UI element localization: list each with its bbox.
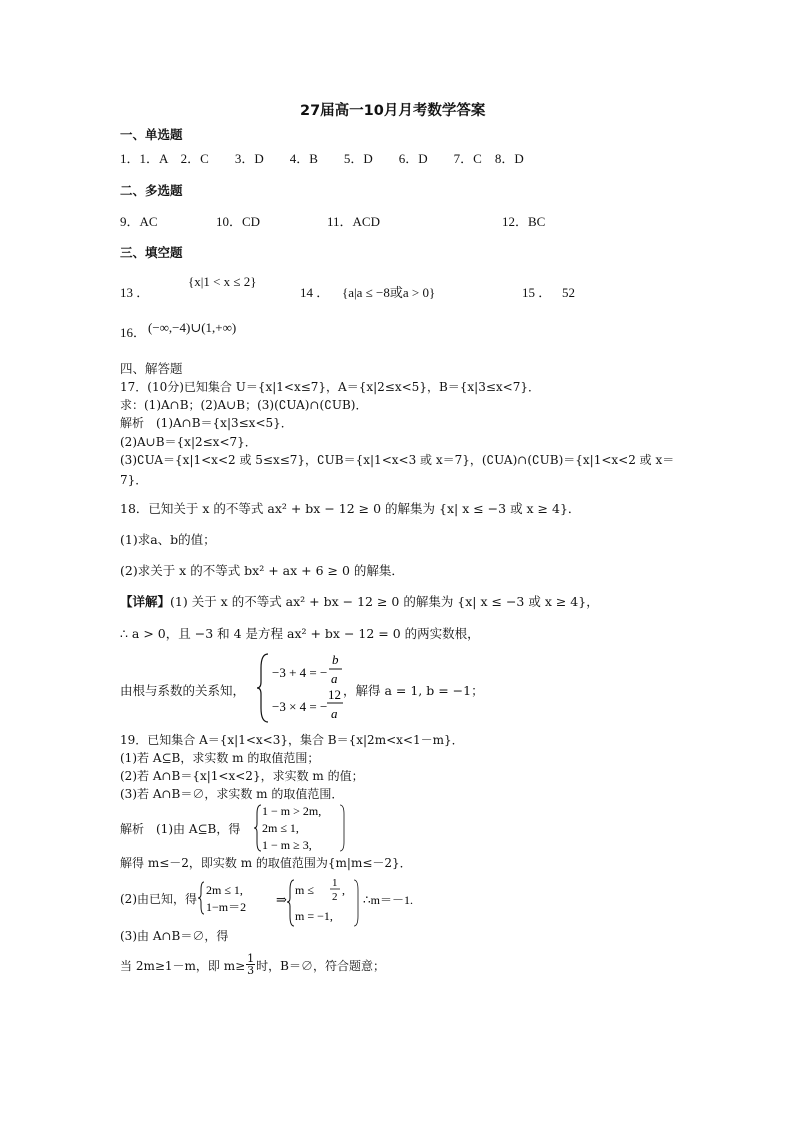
p17-stem-line1: 17．(10分)已知集合 U＝{x|1<x≤7}，A＝{x|2≤x<5}，B＝{x|3≤x<7}．: [120, 380, 540, 394]
p18-detail-text: (1) 关于 x 的不等式 ax² + bx − 12 ≥ 0 的解集为 {x| x ≤ −3 或 x ≥ 4}，: [170, 594, 599, 609]
p19-sys1-l3: 1 − m ≥ 3,: [262, 838, 312, 852]
p18-question-1: (1)求a、b的值；: [120, 532, 216, 547]
section-solve: 四、解答题: [120, 361, 183, 376]
p19-solution-1-pre: 解析 (1)由 A⊆B，得: [120, 822, 241, 836]
p18-detail-line1: [120, 594, 599, 610]
fill-14-label: 14 ．: [300, 285, 330, 300]
p18-sys-eq1: −3 + 4 = −: [272, 665, 328, 680]
fill-16-value: (−∞,−4)∪(1,+∞): [148, 320, 237, 335]
multi-answer-11: 11．ACD: [327, 214, 380, 229]
p19-question-1: (1)若 A⊆B，求实数 m 的取值范围；: [120, 751, 320, 765]
p18-equation-system: [256, 650, 356, 726]
p18-detail-line3-pre: 由根与系数的关系知，: [120, 683, 246, 698]
p19-question-2: (2)若 A∩B＝{x|1<x<2}，求实数 m 的值；: [120, 769, 364, 783]
p19-solution-2-pre: (2)由已知，得: [120, 892, 197, 906]
p17-solution-3b: 7}．: [120, 473, 148, 487]
p18-sys-eq2-num: 12: [328, 687, 341, 702]
p19-sys2-l1: 2m ≤ 1,: [206, 883, 243, 897]
p17-solution-3: (3)∁UA＝{x|1<x<2 或 5≤x≤7}，∁UB＝{x|1<x<3 或 x＝7}，(∁UA)∩(∁UB)＝{x|1<x<2 或 x＝: [120, 453, 675, 467]
p18-detail-line2: ∴ a > 0，且 −3 和 4 是方程 ax² + bx − 12 = 0 的两实数根，: [120, 626, 480, 641]
p18-stem: 18．已知关于 x 的不等式 ax² + bx − 12 ≥ 0 的解集为 {x| x ≤ −3 或 x ≥ 4}．: [120, 501, 581, 516]
section-fill-blank: 三、填空题: [120, 245, 183, 260]
p18-detail-line3-post: ，解得 a = 1, b = −1；: [343, 683, 484, 698]
p19-sol3b-fraction: [246, 953, 255, 976]
fill-16-label: 16．: [120, 325, 147, 340]
p19-sys2-r1-tail: ,: [342, 883, 345, 897]
p19-sys2-r1: m ≤: [295, 883, 314, 897]
p18-detail-tag: 【详解】: [120, 594, 171, 609]
p19-sol3b-num: 1: [247, 952, 255, 965]
p19-sys1-l2: 2m ≤ 1,: [262, 821, 299, 835]
p19-solution-2-system: [198, 876, 438, 930]
p18-sys-eq2-den: a: [331, 706, 338, 721]
fill-14-value: {a|a ≤ −8或a > 0}: [342, 285, 436, 300]
p19-sol3b-den: 3: [247, 964, 255, 977]
p19-sys2-r1-num: 1: [332, 877, 338, 889]
p19-sys2-l2: 1−m＝2: [206, 900, 247, 914]
multi-answer-9: 9．AC: [120, 214, 158, 229]
p17-stem-line2: 求：(1)A∩B；(2)A∪B；(3)(∁UA)∩(∁UB)．: [120, 398, 368, 412]
multi-answer-10: 10．CD: [216, 214, 261, 229]
section-multi-choice: 二、多选题: [120, 183, 183, 198]
p19-sys1-l1: 1 − m > 2m,: [262, 804, 322, 818]
p18-sys-eq1-den: a: [331, 671, 338, 686]
p18-sys-eq2: −3 × 4 = −: [272, 699, 328, 714]
p18-sys-eq1-num: b: [332, 652, 339, 667]
p19-sys2-arrow: ⇒: [276, 892, 287, 907]
p17-solution-1: 解析 (1)A∩B＝{x|3≤x<5}．: [120, 416, 293, 430]
fill-13-value: {x|1 < x ≤ 2}: [188, 274, 257, 289]
section-single-choice: 一、单选题: [120, 127, 183, 142]
p19-sys2-post: ∴m＝－1.: [363, 893, 413, 907]
fill-15-label: 15 ．: [522, 285, 552, 300]
p19-solution-1-post: 解得 m≤－2，即实数 m 的取值范围为{m|m≤－2}．: [120, 856, 412, 870]
multi-answer-12: 12．BC: [502, 214, 546, 229]
p19-sys2-r2: m = −1,: [295, 909, 333, 923]
fill-13-label: 13 ．: [120, 285, 150, 300]
single-choice-answers: 1．1．A 2．C 3．D 4．B 5．D 6．D 7．C 8．D: [120, 151, 524, 166]
p19-solution-3: (3)由 A∩B＝∅，得: [120, 929, 229, 943]
p18-question-2: (2)求关于 x 的不等式 bx² + ax + 6 ≥ 0 的解集．: [120, 563, 404, 578]
p19-sol3b-post: 时，B＝∅，符合题意；: [256, 959, 385, 973]
p19-sol3b-pre: 当 2m≥1－m，即 m≥: [120, 959, 246, 973]
p19-solution-3b: [120, 952, 385, 978]
fill-15-value: 52: [562, 285, 575, 300]
p19-solution-1-system: [254, 802, 350, 854]
p19-question-3: (3)若 A∩B＝∅，求实数 m 的取值范围．: [120, 787, 344, 801]
p19-sys2-r1-den: 2: [332, 891, 338, 903]
p17-solution-2: (2)A∪B＝{x|2≤x<7}．: [120, 435, 257, 449]
page-title: 27届高一10月月考数学答案: [300, 103, 486, 119]
p19-stem: 19．已知集合 A＝{x|1<x<3}，集合 B＝{x|2m<x<1－m}．: [120, 733, 464, 747]
